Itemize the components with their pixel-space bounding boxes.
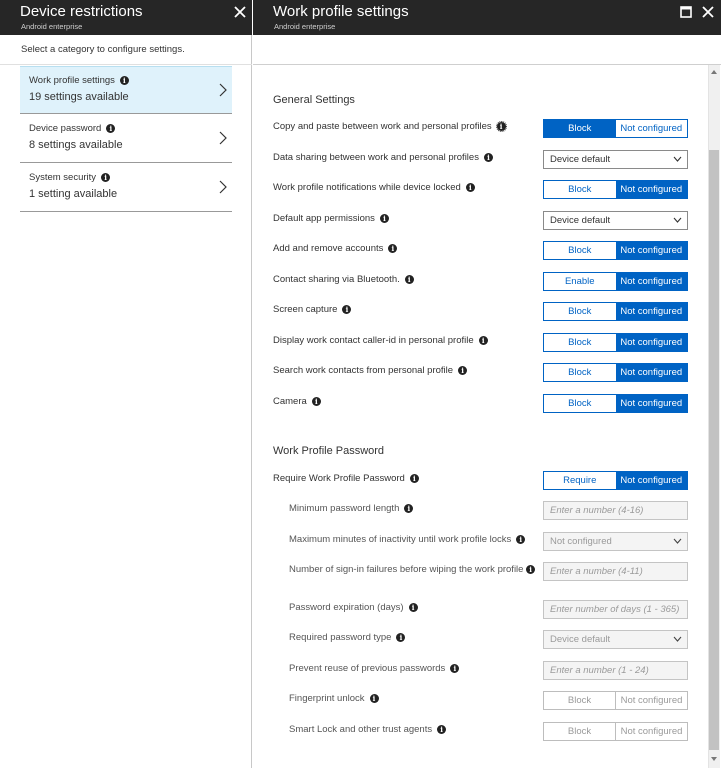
signin-failures-label-text: Number of sign-in failures before wiping the work profile xyxy=(289,564,524,575)
copy-paste-not-configured-option[interactable]: Not configured xyxy=(616,120,688,137)
category-title-text: Device password xyxy=(29,123,102,134)
info-icon[interactable]: i xyxy=(466,183,475,192)
info-icon[interactable]: i xyxy=(409,603,418,612)
info-icon[interactable]: i xyxy=(410,474,419,483)
category-count: 1 setting available xyxy=(29,188,118,200)
scrollbar-thumb[interactable] xyxy=(709,150,719,750)
min-length-label-text: Minimum password length xyxy=(289,503,400,514)
category-hint: Select a category to configure settings. xyxy=(21,44,185,55)
category-title xyxy=(29,172,110,183)
info-icon[interactable]: i xyxy=(388,244,397,253)
fingerprint-block-option[interactable]: Block xyxy=(544,692,615,709)
category-title xyxy=(29,123,115,134)
screen-capture-label-text: Screen capture xyxy=(273,304,338,315)
signin-failures-input[interactable]: Enter a number (4-11) xyxy=(543,562,688,581)
maximize-icon[interactable] xyxy=(679,5,693,19)
app-permissions-label-text: Default app permissions xyxy=(273,213,375,224)
reuse-label-text: Prevent reuse of previous passwords xyxy=(289,663,446,674)
left-blade-title: Device restrictions xyxy=(20,3,143,20)
category-count: 8 settings available xyxy=(29,139,123,151)
camera-label-text: Camera xyxy=(273,396,307,407)
screen-capture-block-option[interactable]: Block xyxy=(544,303,616,320)
caller-id-label-text: Display work contact caller-id in personal profile xyxy=(273,335,474,346)
data-sharing-label xyxy=(273,152,493,163)
min-length-label xyxy=(289,503,413,514)
info-icon[interactable]: i xyxy=(479,336,488,345)
require-password-require-option[interactable]: Require xyxy=(544,472,616,489)
max-inactivity-select[interactable] xyxy=(543,532,688,551)
fingerprint-label xyxy=(289,693,379,704)
max-inactivity-label xyxy=(289,534,525,545)
data-sharing-label-text: Data sharing between work and personal profiles xyxy=(273,152,479,163)
chevron-right-icon xyxy=(218,130,228,146)
screen-capture-not-configured-option[interactable]: Not configured xyxy=(616,303,688,320)
accounts-label xyxy=(273,243,397,254)
smart-lock-label xyxy=(289,724,446,735)
info-icon[interactable]: i xyxy=(484,153,493,162)
accounts-label-text: Add and remove accounts xyxy=(273,243,384,254)
scroll-down-icon[interactable] xyxy=(710,755,718,763)
bluetooth-not-configured-option[interactable]: Not configured xyxy=(616,273,688,290)
accounts-not-configured-option[interactable]: Not configured xyxy=(616,242,688,259)
camera-label xyxy=(273,396,321,407)
info-icon[interactable]: i xyxy=(342,305,351,314)
info-icon[interactable]: i xyxy=(404,504,413,513)
expiration-input[interactable]: Enter number of days (1 - 365) xyxy=(543,600,688,619)
camera-not-configured-option[interactable]: Not configured xyxy=(616,395,688,412)
chevron-right-icon xyxy=(218,179,228,195)
fingerprint-toggle[interactable] xyxy=(543,691,688,710)
category-title-text: Work profile settings xyxy=(29,75,115,86)
general-settings-heading: General Settings xyxy=(273,94,355,106)
category-work-profile-settings[interactable] xyxy=(20,66,232,114)
app-permissions-label xyxy=(273,213,389,224)
require-password-not-configured-option[interactable]: Not configured xyxy=(616,472,688,489)
data-sharing-select-value: Device default xyxy=(550,154,611,165)
min-length-input[interactable]: Enter a number (4-16) xyxy=(543,501,688,520)
search-contacts-not-configured-option[interactable]: Not configured xyxy=(616,364,688,381)
password-type-label-text: Required password type xyxy=(289,632,392,643)
caller-id-block-option[interactable]: Block xyxy=(544,334,616,351)
info-icon[interactable]: i xyxy=(106,124,115,133)
password-type-select-value: Device default xyxy=(550,634,611,645)
password-type-select[interactable] xyxy=(543,630,688,649)
notifications-not-configured-option[interactable]: Not configured xyxy=(616,181,688,198)
fingerprint-not-configured-option[interactable]: Not configured xyxy=(615,692,687,709)
device-restrictions-blade xyxy=(0,0,252,768)
bluetooth-enable-option[interactable]: Enable xyxy=(544,273,616,290)
caller-id-not-configured-option[interactable]: Not configured xyxy=(616,334,688,351)
chevron-right-icon xyxy=(218,82,228,98)
camera-block-option[interactable]: Block xyxy=(544,395,616,412)
copy-paste-label-text: Copy and paste between work and personal profiles xyxy=(273,121,492,132)
expiration-label-text: Password expiration (days) xyxy=(289,602,404,613)
require-password-label xyxy=(273,473,419,484)
close-icon[interactable] xyxy=(701,5,715,19)
chevron-down-icon xyxy=(673,636,682,642)
close-icon[interactable] xyxy=(233,5,247,19)
category-title-text: System security xyxy=(29,172,97,183)
require-password-toggle[interactable] xyxy=(543,471,688,490)
right-blade-subtitle: Android enterprise xyxy=(274,22,336,31)
work-profile-settings-blade xyxy=(253,0,721,768)
chevron-down-icon xyxy=(673,156,682,162)
screen-capture-toggle[interactable] xyxy=(543,302,688,321)
app-permissions-select-value: Device default xyxy=(550,215,611,226)
reuse-label xyxy=(289,663,459,674)
work-profile-password-heading: Work Profile Password xyxy=(273,445,385,457)
accounts-toggle[interactable] xyxy=(543,241,688,260)
camera-toggle[interactable] xyxy=(543,394,688,413)
category-count: 19 settings available xyxy=(29,91,129,103)
notifications-label-text: Work profile notifications while device locked xyxy=(273,182,461,193)
info-icon[interactable]: i xyxy=(396,633,405,642)
screen-capture-label xyxy=(273,304,351,315)
info-icon[interactable]: i xyxy=(370,694,379,703)
copy-paste-toggle[interactable] xyxy=(543,119,688,138)
signin-failures-label xyxy=(289,563,539,576)
copy-paste-label xyxy=(273,121,506,132)
right-blade-header xyxy=(253,0,721,35)
info-icon[interactable]: i xyxy=(312,397,321,406)
app-permissions-select[interactable] xyxy=(543,211,688,230)
search-contacts-toggle[interactable] xyxy=(543,363,688,382)
info-icon[interactable]: i xyxy=(437,725,446,734)
max-inactivity-select-value: Not configured xyxy=(550,536,612,547)
search-contacts-block-option[interactable]: Block xyxy=(544,364,616,381)
copy-paste-block-option[interactable]: Block xyxy=(544,120,616,137)
info-icon[interactable]: i xyxy=(380,214,389,223)
smart-lock-label-text: Smart Lock and other trust agents xyxy=(289,724,433,735)
scroll-up-icon[interactable] xyxy=(710,68,718,76)
category-title xyxy=(29,75,129,86)
data-sharing-select[interactable] xyxy=(543,150,688,169)
caller-id-label xyxy=(273,335,488,346)
smart-lock-not-configured-option[interactable]: Not configured xyxy=(615,723,687,740)
info-icon[interactable]: i xyxy=(526,565,535,574)
left-blade-header xyxy=(0,0,252,35)
info-icon[interactable]: i xyxy=(120,76,129,85)
bluetooth-label-text: Contact sharing via Bluetooth. xyxy=(273,274,400,285)
fingerprint-label-text: Fingerprint unlock xyxy=(289,693,365,704)
caller-id-toggle[interactable] xyxy=(543,333,688,352)
info-icon[interactable]: i xyxy=(458,366,467,375)
reuse-input[interactable]: Enter a number (1 - 24) xyxy=(543,661,688,680)
smart-lock-block-option[interactable]: Block xyxy=(544,723,615,740)
search-contacts-label-text: Search work contacts from personal profile xyxy=(273,365,454,376)
notifications-block-option[interactable]: Block xyxy=(544,181,616,198)
password-type-label xyxy=(289,632,405,643)
expiration-label xyxy=(289,602,418,613)
info-icon[interactable]: i xyxy=(405,275,414,284)
right-blade-toolbar xyxy=(253,35,721,65)
bluetooth-label xyxy=(273,274,414,285)
settings-scroll-area[interactable] xyxy=(253,65,706,768)
smart-lock-toggle[interactable] xyxy=(543,722,688,741)
category-system-security[interactable] xyxy=(20,164,232,212)
info-icon[interactable]: i xyxy=(450,664,459,673)
max-inactivity-label-text: Maximum minutes of inactivity until work profile locks xyxy=(289,534,512,545)
notifications-toggle[interactable] xyxy=(543,180,688,199)
search-contacts-label xyxy=(273,365,467,376)
info-icon[interactable]: i xyxy=(497,122,506,131)
require-password-label-text: Require Work Profile Password xyxy=(273,473,405,484)
accounts-block-option[interactable]: Block xyxy=(544,242,616,259)
category-device-password[interactable] xyxy=(20,115,232,163)
info-icon[interactable]: i xyxy=(516,535,525,544)
chevron-down-icon xyxy=(673,538,682,544)
chevron-down-icon xyxy=(673,217,682,223)
notifications-label xyxy=(273,182,475,193)
bluetooth-toggle[interactable] xyxy=(543,272,688,291)
right-blade-title: Work profile settings xyxy=(273,3,409,20)
left-blade-subtitle: Android enterprise xyxy=(21,22,83,31)
info-icon[interactable]: i xyxy=(101,173,110,182)
